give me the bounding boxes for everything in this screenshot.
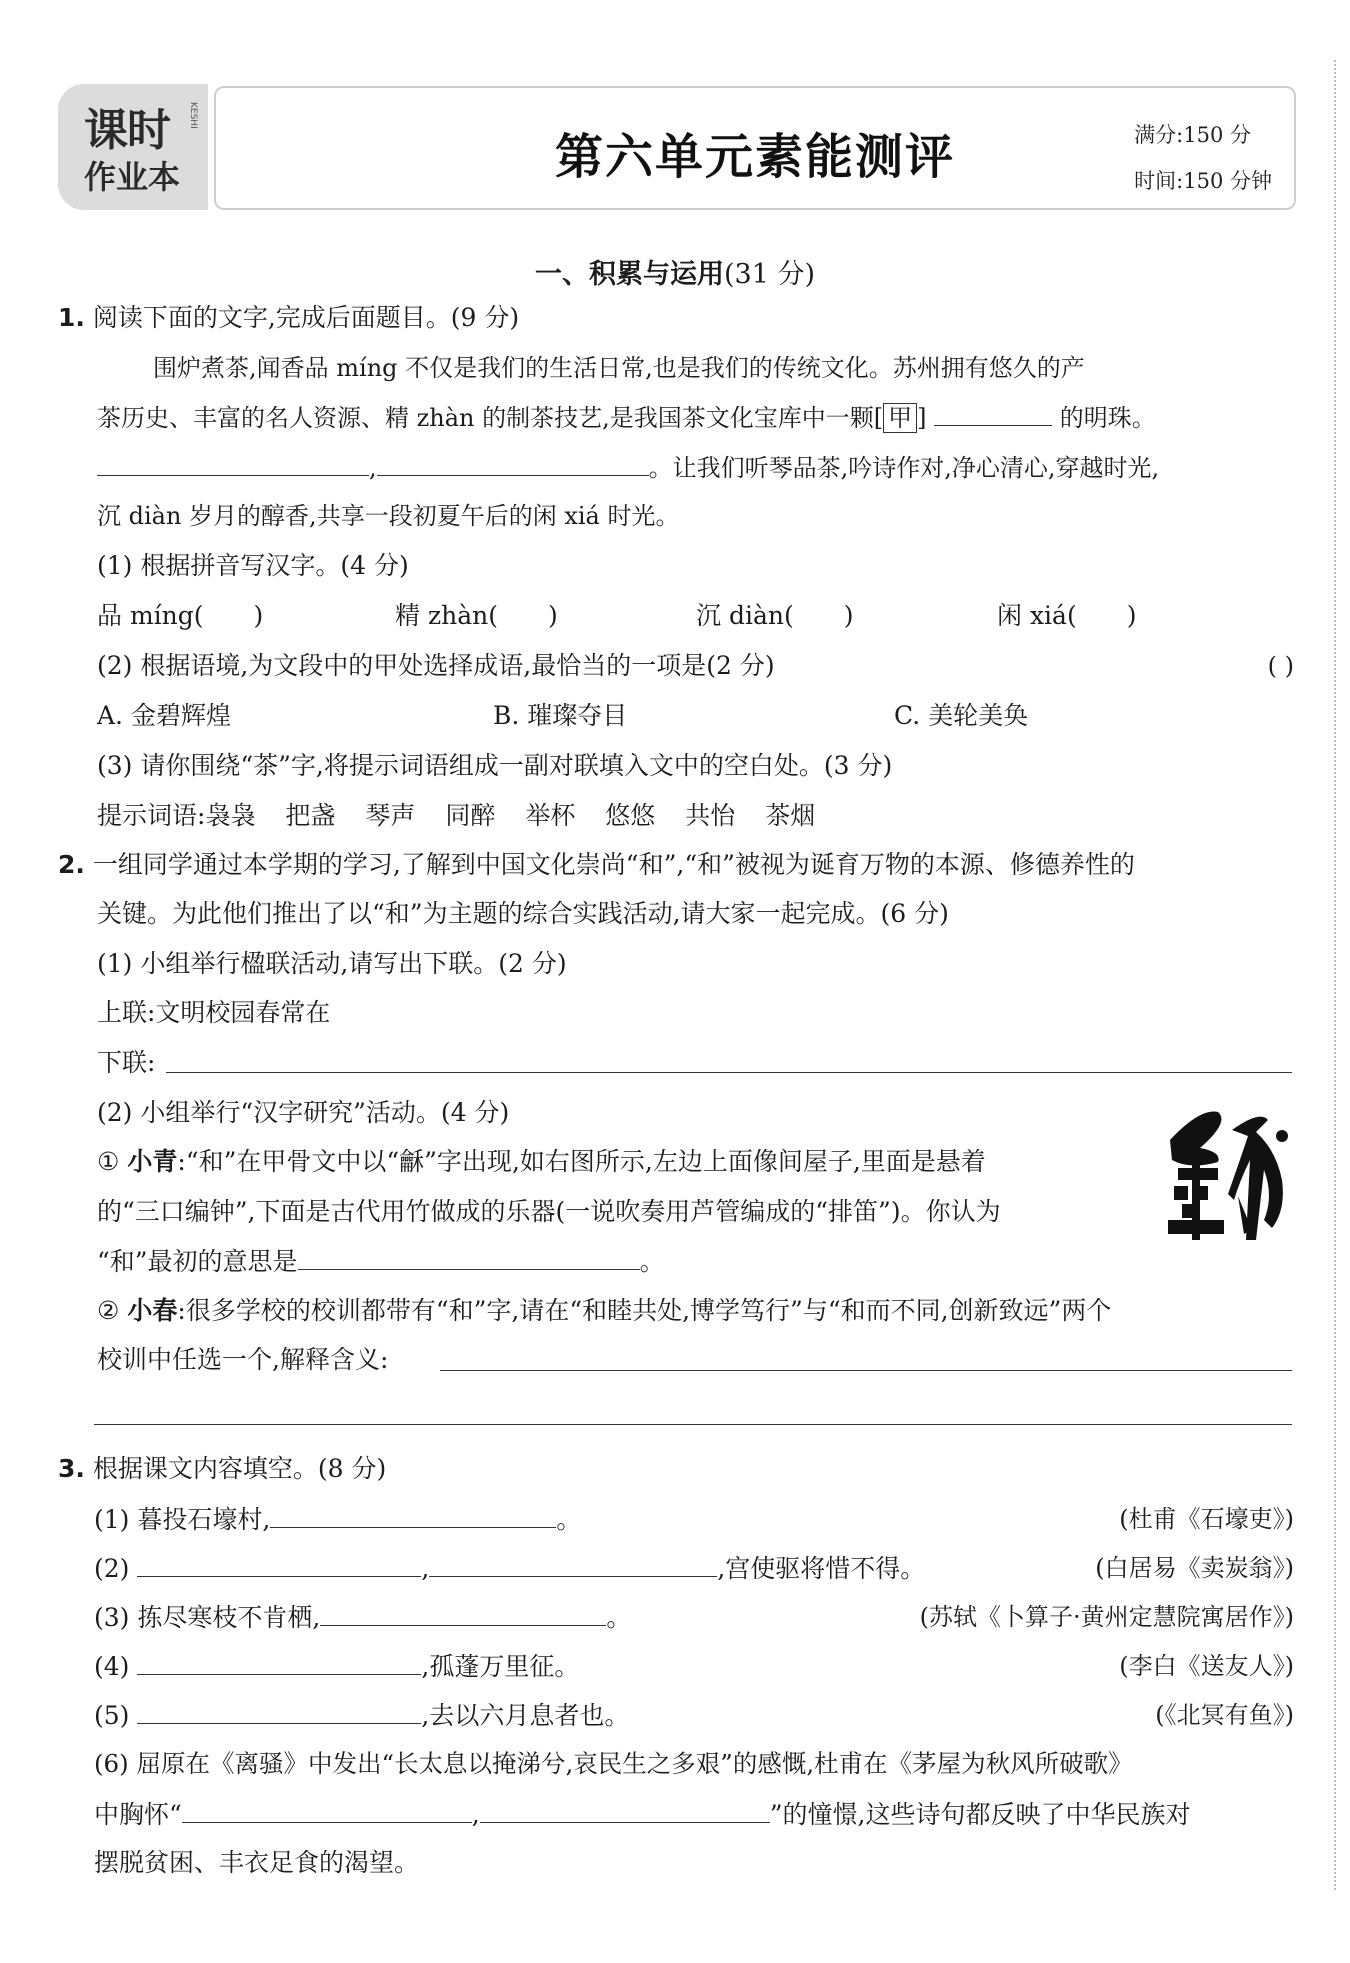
oracle-bone-he-image [1160,1100,1292,1250]
q2-line1 [58,849,1135,881]
poem-text: ,宫使驱将惜不得。 [717,1554,926,1583]
publisher-logo [58,84,208,210]
q3-item-3 [94,1601,631,1634]
poem-text: (2) [94,1554,130,1583]
poem-blank[interactable] [270,1503,556,1528]
q1-stem [58,302,519,334]
q1-sub2: (2) 根据语境,为文段中的甲处选择成语,最恰当的一项是(2 分) [97,651,775,680]
option-a: A. 金碧辉煌 [97,701,231,730]
circle-number: ① [97,1147,120,1176]
lower-couplet-answer-line[interactable] [166,1072,1292,1073]
student-name: 小青 [127,1147,178,1176]
poem-source-5: (《北冥有鱼》) [1155,1701,1294,1729]
q2-b-text: :很多学校的校训都带有“和”字,请在“和睦共处,博学笃行”与“和而不同,创新致远”两个 [177,1296,1112,1325]
lower-couplet-label: 下联: [97,1048,156,1077]
exam-meta [1134,112,1272,204]
question-number: 2. [58,850,85,879]
q3-item-5 [94,1699,629,1732]
comma: , [369,454,377,482]
pinyin-item-1 [97,600,263,632]
hint-label: 提示词语: [97,801,206,830]
q3-item-6-line2 [94,1798,1190,1831]
circle-number: ② [97,1296,120,1325]
passage-text: 。让我们听琴品茶,吟诗作对,净心清心,穿越时光, [648,454,1160,482]
q2-b-line2: 校训中任选一个,解释含义: [97,1345,389,1374]
hint-word: 举杯 [525,801,576,830]
q2-sub2: (2) 小组举行“汉字研究”活动。(4 分) [97,1098,510,1127]
q1-sub3: (3) 请你围绕“茶”字,将提示词语组成一副对联填入文中的空白处。(3 分) [97,751,893,780]
q2-text: 一组同学通过本学期的学习,了解到中国文化崇尚“和”,“和”被视为诞育万物的本源、修德养性的 [92,850,1135,879]
q2-a-line1 [97,1146,986,1178]
poem-text: ”的憧憬,这些诗句都反映了中华民族对 [769,1800,1191,1829]
q2-a-text: :“和”在甲骨文中以“龢”字出现,如右图所示,左边上面像间屋子,里面是悬着 [177,1147,986,1176]
poem-blank[interactable] [480,1798,770,1823]
poem-text: 。 [606,1603,632,1632]
q3-item-2 [94,1552,925,1585]
q2-sub1: (1) 小组举行楹联活动,请写出下联。(2 分) [97,949,567,978]
question-number: 3. [58,1454,85,1483]
poem-source-2: (白居易《卖炭翁》) [1095,1554,1294,1582]
meaning-blank[interactable] [298,1245,640,1270]
time-limit: 时间:150 分钟 [1134,169,1272,193]
logo-line2: 作业本 [84,158,181,196]
page-title: 第六单元素能测评 [554,129,955,185]
poem-text: 中胸怀“ [94,1800,182,1829]
comma: , [421,1554,430,1583]
pinyin-label: 闲 xiá( [997,601,1077,630]
q3-stem [58,1453,386,1485]
q1-passage-line1: 围炉煮茶,闻香品 míng 不仅是我们的生活日常,也是我们的传统文化。苏州拥有悠久的产 [153,354,1085,382]
paren: ) [253,601,264,630]
q3-item-6-line3: 摆脱贫困、丰衣足食的渴望。 [94,1848,420,1877]
poem-source-4: (李白《送友人》) [1119,1652,1294,1680]
pinyin-label: 沉 diàn( [696,601,794,630]
option-b: B. 璀璨夺目 [493,701,628,730]
q1-passage-line3 [97,451,1159,484]
poem-text: ,孤蓬万里征。 [421,1652,580,1681]
hint-words [97,800,815,832]
poem-text: (1) 暮投石壕村, [94,1505,271,1534]
hint-word: 琴声 [365,801,416,830]
poem-blank[interactable] [137,1650,421,1675]
pinyin-item-2 [395,600,558,632]
logo-side-text: KESHI [188,102,198,129]
question-number: 1. [58,303,85,332]
poem-blank[interactable] [137,1552,421,1577]
choice-answer-paren[interactable]: ( ) [1267,652,1294,680]
q2-b-line1 [97,1295,1111,1327]
q1-sub1: (1) 根据拼音写汉字。(4 分) [97,551,409,580]
section-points: (31 分) [723,259,815,290]
poem-blank[interactable] [137,1699,421,1724]
poem-source-1: (杜甫《石壕吏》) [1119,1505,1294,1533]
poem-text: 。 [556,1505,582,1534]
poem-blank[interactable] [320,1601,606,1626]
poem-text: (5) [94,1701,130,1730]
motto-answer-line-1[interactable] [440,1370,1292,1371]
motto-answer-line-2[interactable] [94,1424,1292,1425]
paren: ) [547,601,558,630]
paren: ) [1126,601,1137,630]
q1-passage-line4: 沉 diàn 岁月的醇香,共享一段初夏午后的闲 xiá 时光。 [97,502,680,530]
hint-word: 悠悠 [605,801,656,830]
section-title-text: 一、积累与运用 [534,259,724,290]
blank-marker-jia: 甲 [883,403,917,433]
poem-blank[interactable] [182,1798,472,1823]
q1-passage-line2: 茶历史、丰富的名人资源、精 zhàn 的制茶技艺,是我国茶文化宝库中一颗[ 甲 ] 的明珠。 [97,401,1156,434]
upper-couplet: 上联:文明校园春常在 [97,998,331,1027]
full-score: 满分:150 分 [1134,123,1251,147]
hint-word: 袅袅 [205,801,256,830]
logo-line1: 课时 [84,105,170,156]
poem-text: (4) [94,1652,130,1681]
hint-word: 茶烟 [765,801,816,830]
option-c: C. 美轮美奂 [894,701,1029,730]
pinyin-label: 精 zhàn( [395,601,498,630]
section-title [0,252,1350,291]
couplet-blank-2[interactable] [377,451,649,476]
poem-source-3: (苏轼《卜算子·黄州定慧院寓居作》) [919,1603,1294,1631]
student-name: 小春 [127,1296,178,1325]
q2-a-line2: 的“三口编钟”,下面是古代用竹做成的乐器(一说吹奏用芦管编成的“排笛”)。你认为 [97,1197,1001,1226]
pinyin-item-3 [696,600,853,632]
couplet-blank-1[interactable] [97,451,369,476]
pinyin-item-4 [997,600,1136,632]
q3-item-6-line1: (6) 屈原在《离骚》中发出“长太息以掩涕兮,哀民生之多艰”的感慨,杜甫在《茅屋为秋风所破歌》 [94,1749,1133,1778]
hint-word: 共怡 [685,801,736,830]
q2-line2: 关键。为此他们推出了以“和”为主题的综合实践活动,请大家一起完成。(6 分) [97,899,949,928]
poem-blank[interactable] [429,1552,717,1577]
period: 。 [639,1247,665,1276]
q2-a-line3 [97,1245,665,1278]
q3-item-4 [94,1650,579,1683]
header-box [214,86,1296,210]
q3-stem-text: 根据课文内容填空。(8 分) [92,1454,387,1483]
q2-a-text: “和”最初的意思是 [97,1247,298,1276]
hint-word: 同醉 [445,801,496,830]
passage-text: 茶历史、丰富的名人资源、精 zhàn 的制茶技艺,是我国茶文化宝库中一颗 [97,404,874,432]
pinyin-label: 品 míng( [97,601,204,630]
paren: ) [843,601,854,630]
poem-text: ,去以六月息者也。 [421,1701,630,1730]
binding-line [1334,60,1336,1890]
q3-item-1 [94,1503,581,1536]
passage-text: 的明珠。 [1059,404,1156,432]
poem-text: (3) 拣尽寒枝不肯栖, [94,1603,321,1632]
comma: , [471,1800,480,1829]
idiom-blank[interactable] [934,401,1052,426]
q1-stem-text: 阅读下面的文字,完成后面题目。(9 分) [92,303,520,332]
hint-word: 把盏 [285,801,336,830]
